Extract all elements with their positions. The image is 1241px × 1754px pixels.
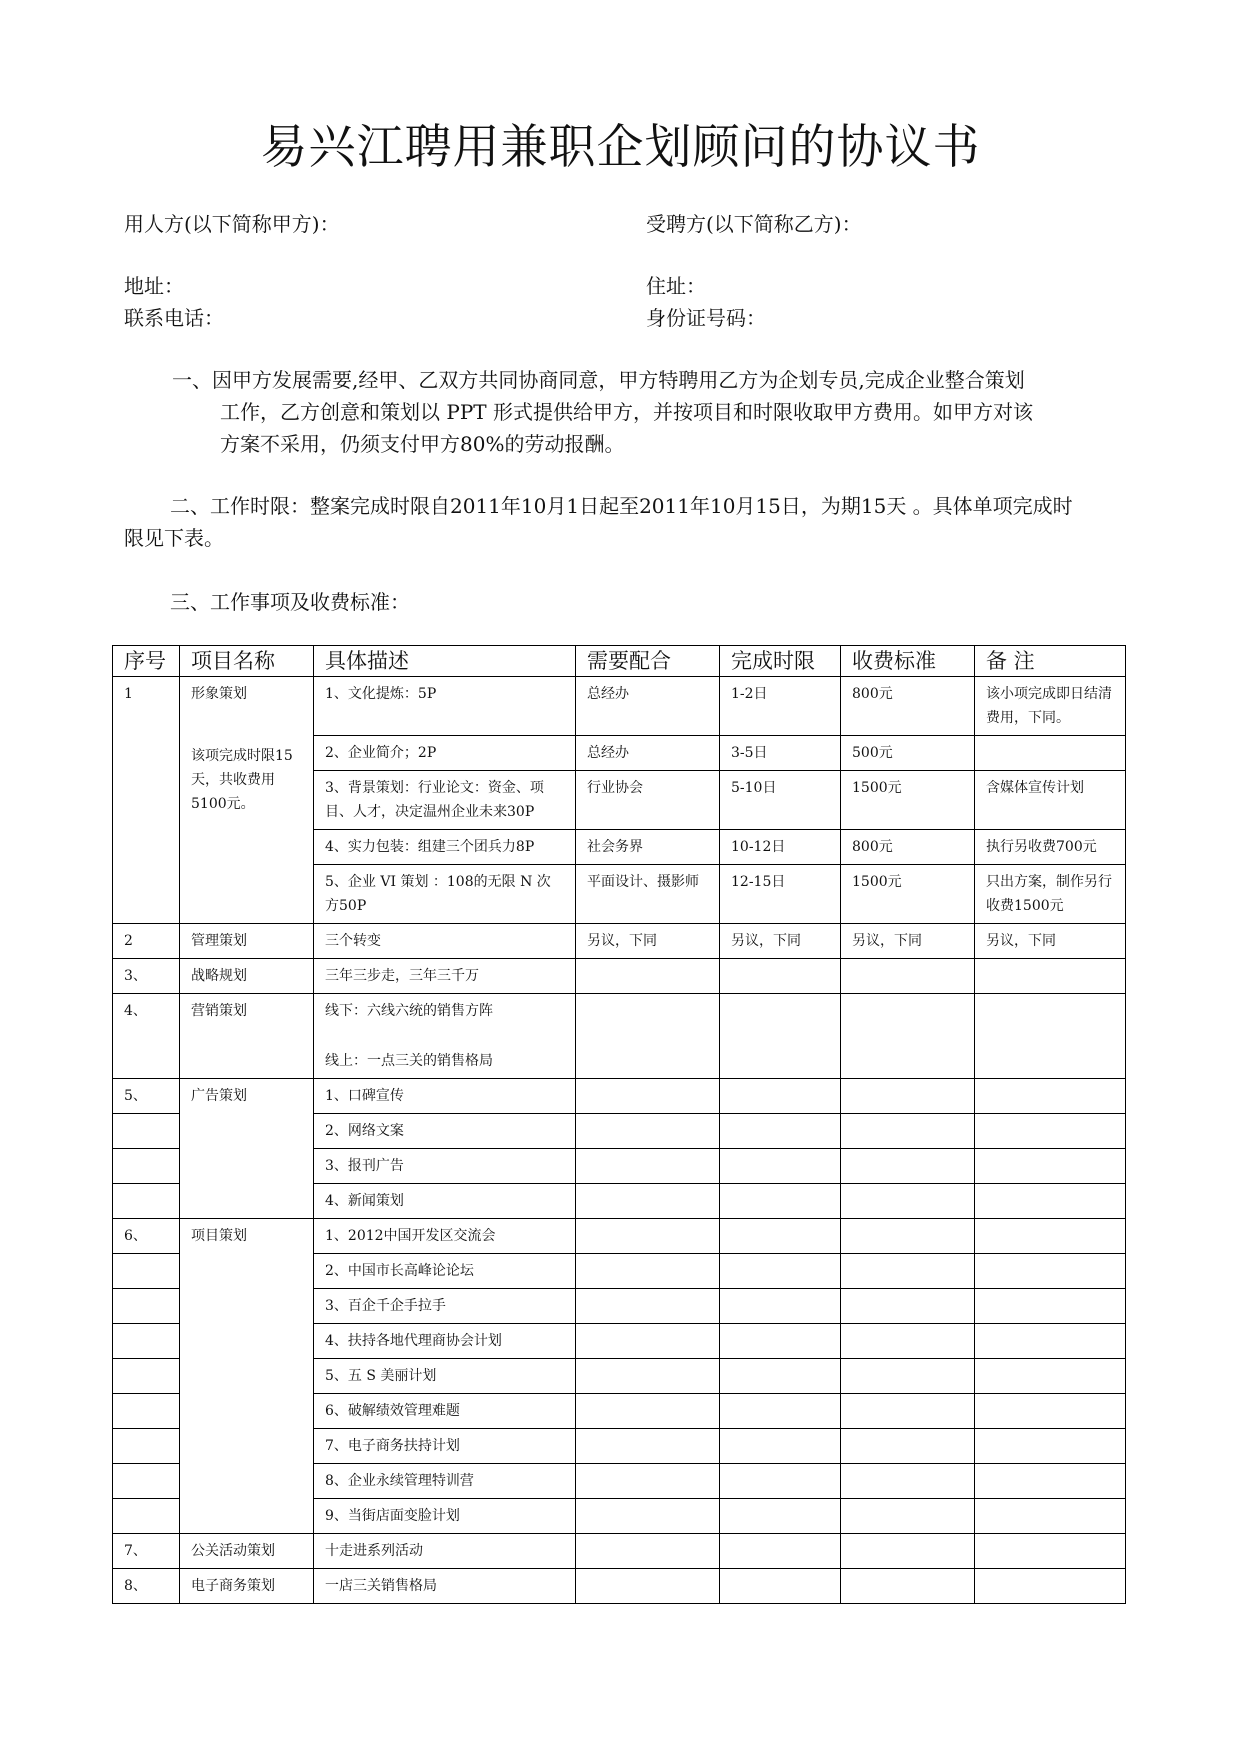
row-description: 5、企业 VI 策划 ：108的无限 N 次方50P [314, 865, 576, 924]
empty-cell [113, 1114, 180, 1149]
empty-cell [841, 1464, 975, 1499]
row-no: 5、 [113, 1079, 180, 1114]
empty-cell [720, 1114, 841, 1149]
row-description: 9、当街店面变脸计划 [314, 1499, 576, 1534]
clause-1-line-1: 一、因甲方发展需要,经甲、乙双方共同协商同意，甲方特聘用乙方为企划专员,完成企业整合策划 [172, 368, 1025, 392]
empty-cell [113, 1184, 180, 1219]
empty-cell [720, 1464, 841, 1499]
empty-cell [841, 1254, 975, 1289]
empty-cell [576, 1429, 720, 1464]
row-no: 7、 [113, 1534, 180, 1569]
empty-cell [841, 1289, 975, 1324]
empty-cell [841, 994, 975, 1079]
row-description: 1、口碑宣传 [314, 1079, 576, 1114]
header-note: 备 注 [975, 646, 1126, 677]
header-deadline: 完成时限 [720, 646, 841, 677]
empty-cell [113, 1394, 180, 1429]
empty-cell [576, 1359, 720, 1394]
row-cooperation: 社会务界 [576, 830, 720, 865]
empty-cell [720, 1324, 841, 1359]
row-deadline: 1-2日 [720, 677, 841, 736]
empty-cell [975, 1359, 1126, 1394]
empty-cell [576, 1289, 720, 1324]
empty-cell [720, 1394, 841, 1429]
empty-cell [841, 1114, 975, 1149]
row-deadline: 12-15日 [720, 865, 841, 924]
empty-cell [720, 1534, 841, 1569]
empty-cell [841, 1079, 975, 1114]
clause-1-line-3: 方案不采用，仍须支付甲方80%的劳动报酬。 [220, 432, 625, 456]
row-description: 三个转变 [314, 924, 576, 959]
header-fee: 收费标准 [841, 646, 975, 677]
empty-cell [576, 1079, 720, 1114]
empty-cell [720, 1499, 841, 1534]
empty-cell [841, 1184, 975, 1219]
clause-2-line-1: 二、工作时限：整案完成时限自2011年10月1日起至2011年10月15日，为期15天 。具体单项完成时 [170, 494, 1073, 518]
row-project-name: 公关活动策划 [180, 1534, 314, 1569]
empty-cell [841, 959, 975, 994]
empty-cell [720, 1569, 841, 1604]
empty-cell [720, 1184, 841, 1219]
row-project-name: 管理策划 [180, 924, 314, 959]
empty-cell [841, 1394, 975, 1429]
work-items-table [112, 645, 1126, 1604]
row-description: 4、扶持各地代理商协会计划 [314, 1324, 576, 1359]
description-line: 线下：六线六统的销售方阵 [325, 1003, 493, 1019]
description-line: 线上：一点三关的销售格局 [325, 1053, 493, 1069]
row-no: 8、 [113, 1569, 180, 1604]
empty-cell [113, 1429, 180, 1464]
row-project-name: 电子商务策划 [180, 1569, 314, 1604]
empty-cell [720, 1359, 841, 1394]
clause-1-line-2: 工作，乙方创意和策划以 PPT 形式提供给甲方，并按项目和时限收取甲方费用。如甲方对该 [220, 400, 1033, 424]
header-project-name: 项目名称 [180, 646, 314, 677]
empty-cell [975, 1464, 1126, 1499]
row-description: 4、新闻策划 [314, 1184, 576, 1219]
table-row [113, 1534, 1126, 1569]
row-no: 2 [113, 924, 180, 959]
empty-cell [975, 1079, 1126, 1114]
row-cooperation: 总经办 [576, 677, 720, 736]
row-project-name: 营销策划 [180, 994, 314, 1079]
project-name-text: 形象策划 [191, 686, 247, 702]
empty-cell [720, 1429, 841, 1464]
party-b-label: 受聘方(以下简称乙方)： [646, 212, 862, 236]
empty-cell [576, 1534, 720, 1569]
row-description: 三年三步走，三年三千万 [314, 959, 576, 994]
row-fee: 800元 [841, 677, 975, 736]
empty-cell [975, 1534, 1126, 1569]
table-row [113, 959, 1126, 994]
empty-cell [841, 1534, 975, 1569]
empty-cell [975, 1184, 1126, 1219]
row-deadline: 另议，下同 [720, 924, 841, 959]
party-a-address-label: 地址： [124, 274, 184, 298]
empty-cell [841, 1569, 975, 1604]
row-description: 一店三关销售格局 [314, 1569, 576, 1604]
empty-cell [975, 1394, 1126, 1429]
empty-cell [841, 1324, 975, 1359]
row-description: 2、网络文案 [314, 1114, 576, 1149]
row-description: 5、五 S 美丽计划 [314, 1359, 576, 1394]
empty-cell [841, 1359, 975, 1394]
row-fee: 另议，下同 [841, 924, 975, 959]
empty-cell [720, 1254, 841, 1289]
empty-cell [975, 1149, 1126, 1184]
header-cooperation: 需要配合 [576, 646, 720, 677]
empty-cell [975, 1254, 1126, 1289]
row-fee: 1500元 [841, 771, 975, 830]
clause-3-heading: 三、工作事项及收费标准： [170, 590, 410, 614]
row-description: 3、百企千企手拉手 [314, 1289, 576, 1324]
empty-cell [113, 1289, 180, 1324]
table-row [113, 1219, 1126, 1254]
row-description: 1、文化提炼：5P [314, 677, 576, 736]
table-row [113, 924, 1126, 959]
empty-cell [113, 1464, 180, 1499]
row-project-name: 战略规划 [180, 959, 314, 994]
empty-cell [841, 1429, 975, 1464]
row-note: 含媒体宣传计划 [975, 771, 1126, 830]
project-name-note: 该项完成时限15天，共收费用5100元。 [191, 748, 293, 812]
empty-cell [720, 994, 841, 1079]
row-fee: 500元 [841, 736, 975, 771]
empty-cell [113, 1499, 180, 1534]
table-row [113, 1569, 1126, 1604]
empty-cell [113, 1359, 180, 1394]
header-description: 具体描述 [314, 646, 576, 677]
table-row [113, 677, 1126, 736]
empty-cell [975, 959, 1126, 994]
empty-cell [576, 1114, 720, 1149]
row-fee: 800元 [841, 830, 975, 865]
empty-cell [576, 1324, 720, 1359]
empty-cell [576, 1149, 720, 1184]
row-no: 4、 [113, 994, 180, 1079]
party-a-phone-label: 联系电话： [124, 306, 224, 330]
empty-cell [576, 1394, 720, 1429]
row-description [314, 994, 576, 1079]
row-cooperation: 行业协会 [576, 771, 720, 830]
party-b-address-label: 住址： [646, 274, 706, 298]
row-cooperation: 总经办 [576, 736, 720, 771]
row-description: 4、实力包装：组建三个团兵力8P [314, 830, 576, 865]
empty-cell [975, 1324, 1126, 1359]
empty-cell [975, 994, 1126, 1079]
empty-cell [975, 1289, 1126, 1324]
empty-cell [113, 1324, 180, 1359]
empty-cell [841, 1149, 975, 1184]
document-title: 易兴江聘用兼职企划顾问的协议书 [260, 120, 981, 175]
empty-cell [720, 1289, 841, 1324]
empty-cell [576, 1464, 720, 1499]
empty-cell [841, 1219, 975, 1254]
row-no: 3、 [113, 959, 180, 994]
row-description: 2、企业简介；2P [314, 736, 576, 771]
row-description: 十走进系列活动 [314, 1534, 576, 1569]
empty-cell [720, 1149, 841, 1184]
row-no: 6、 [113, 1219, 180, 1254]
row-project-name: 项目策划 [180, 1219, 314, 1534]
row-description: 8、企业永续管理特训营 [314, 1464, 576, 1499]
empty-cell [720, 959, 841, 994]
row-description: 3、背景策划：行业论文：资金、项目、人才，决定温州企业未来30P [314, 771, 576, 830]
row-deadline: 10-12日 [720, 830, 841, 865]
row-fee: 1500元 [841, 865, 975, 924]
empty-cell [113, 1254, 180, 1289]
empty-cell [841, 1499, 975, 1534]
empty-cell [576, 1184, 720, 1219]
party-a-label: 用人方(以下简称甲方)： [124, 212, 340, 236]
row-note [975, 736, 1126, 771]
row-description: 6、破解绩效管理难题 [314, 1394, 576, 1429]
party-b-id-label: 身份证号码： [646, 306, 766, 330]
row-description: 7、电子商务扶持计划 [314, 1429, 576, 1464]
row-cooperation: 平面设计、摄影师 [576, 865, 720, 924]
empty-cell [720, 1079, 841, 1114]
row-deadline: 5-10日 [720, 771, 841, 830]
row-project-name: 广告策划 [180, 1079, 314, 1219]
empty-cell [975, 1114, 1126, 1149]
clause-2-line-2: 限见下表。 [124, 526, 224, 550]
table-row [113, 994, 1126, 1079]
row-description: 1、2012中国开发区交流会 [314, 1219, 576, 1254]
row-deadline: 3-5日 [720, 736, 841, 771]
row-description: 3、报刊广告 [314, 1149, 576, 1184]
row-cooperation: 另议，下同 [576, 924, 720, 959]
empty-cell [720, 1219, 841, 1254]
empty-cell [576, 1499, 720, 1534]
empty-cell [975, 1429, 1126, 1464]
empty-cell [975, 1219, 1126, 1254]
row-project-name [180, 677, 314, 924]
empty-cell [113, 1149, 180, 1184]
empty-cell [576, 1569, 720, 1604]
row-note: 执行另收费700元 [975, 830, 1126, 865]
empty-cell [576, 994, 720, 1079]
table-row [113, 1079, 1126, 1114]
empty-cell [975, 1499, 1126, 1534]
row-note: 该小项完成即日结清费用，下同。 [975, 677, 1126, 736]
table-header-row [113, 646, 1126, 677]
empty-cell [576, 1254, 720, 1289]
empty-cell [975, 1569, 1126, 1604]
row-note: 另议，下同 [975, 924, 1126, 959]
empty-cell [576, 959, 720, 994]
row-note: 只出方案，制作另行收费1500元 [975, 865, 1126, 924]
row-description: 2、中国市长高峰论论坛 [314, 1254, 576, 1289]
row-no: 1 [113, 677, 180, 924]
header-no: 序号 [113, 646, 180, 677]
empty-cell [576, 1219, 720, 1254]
